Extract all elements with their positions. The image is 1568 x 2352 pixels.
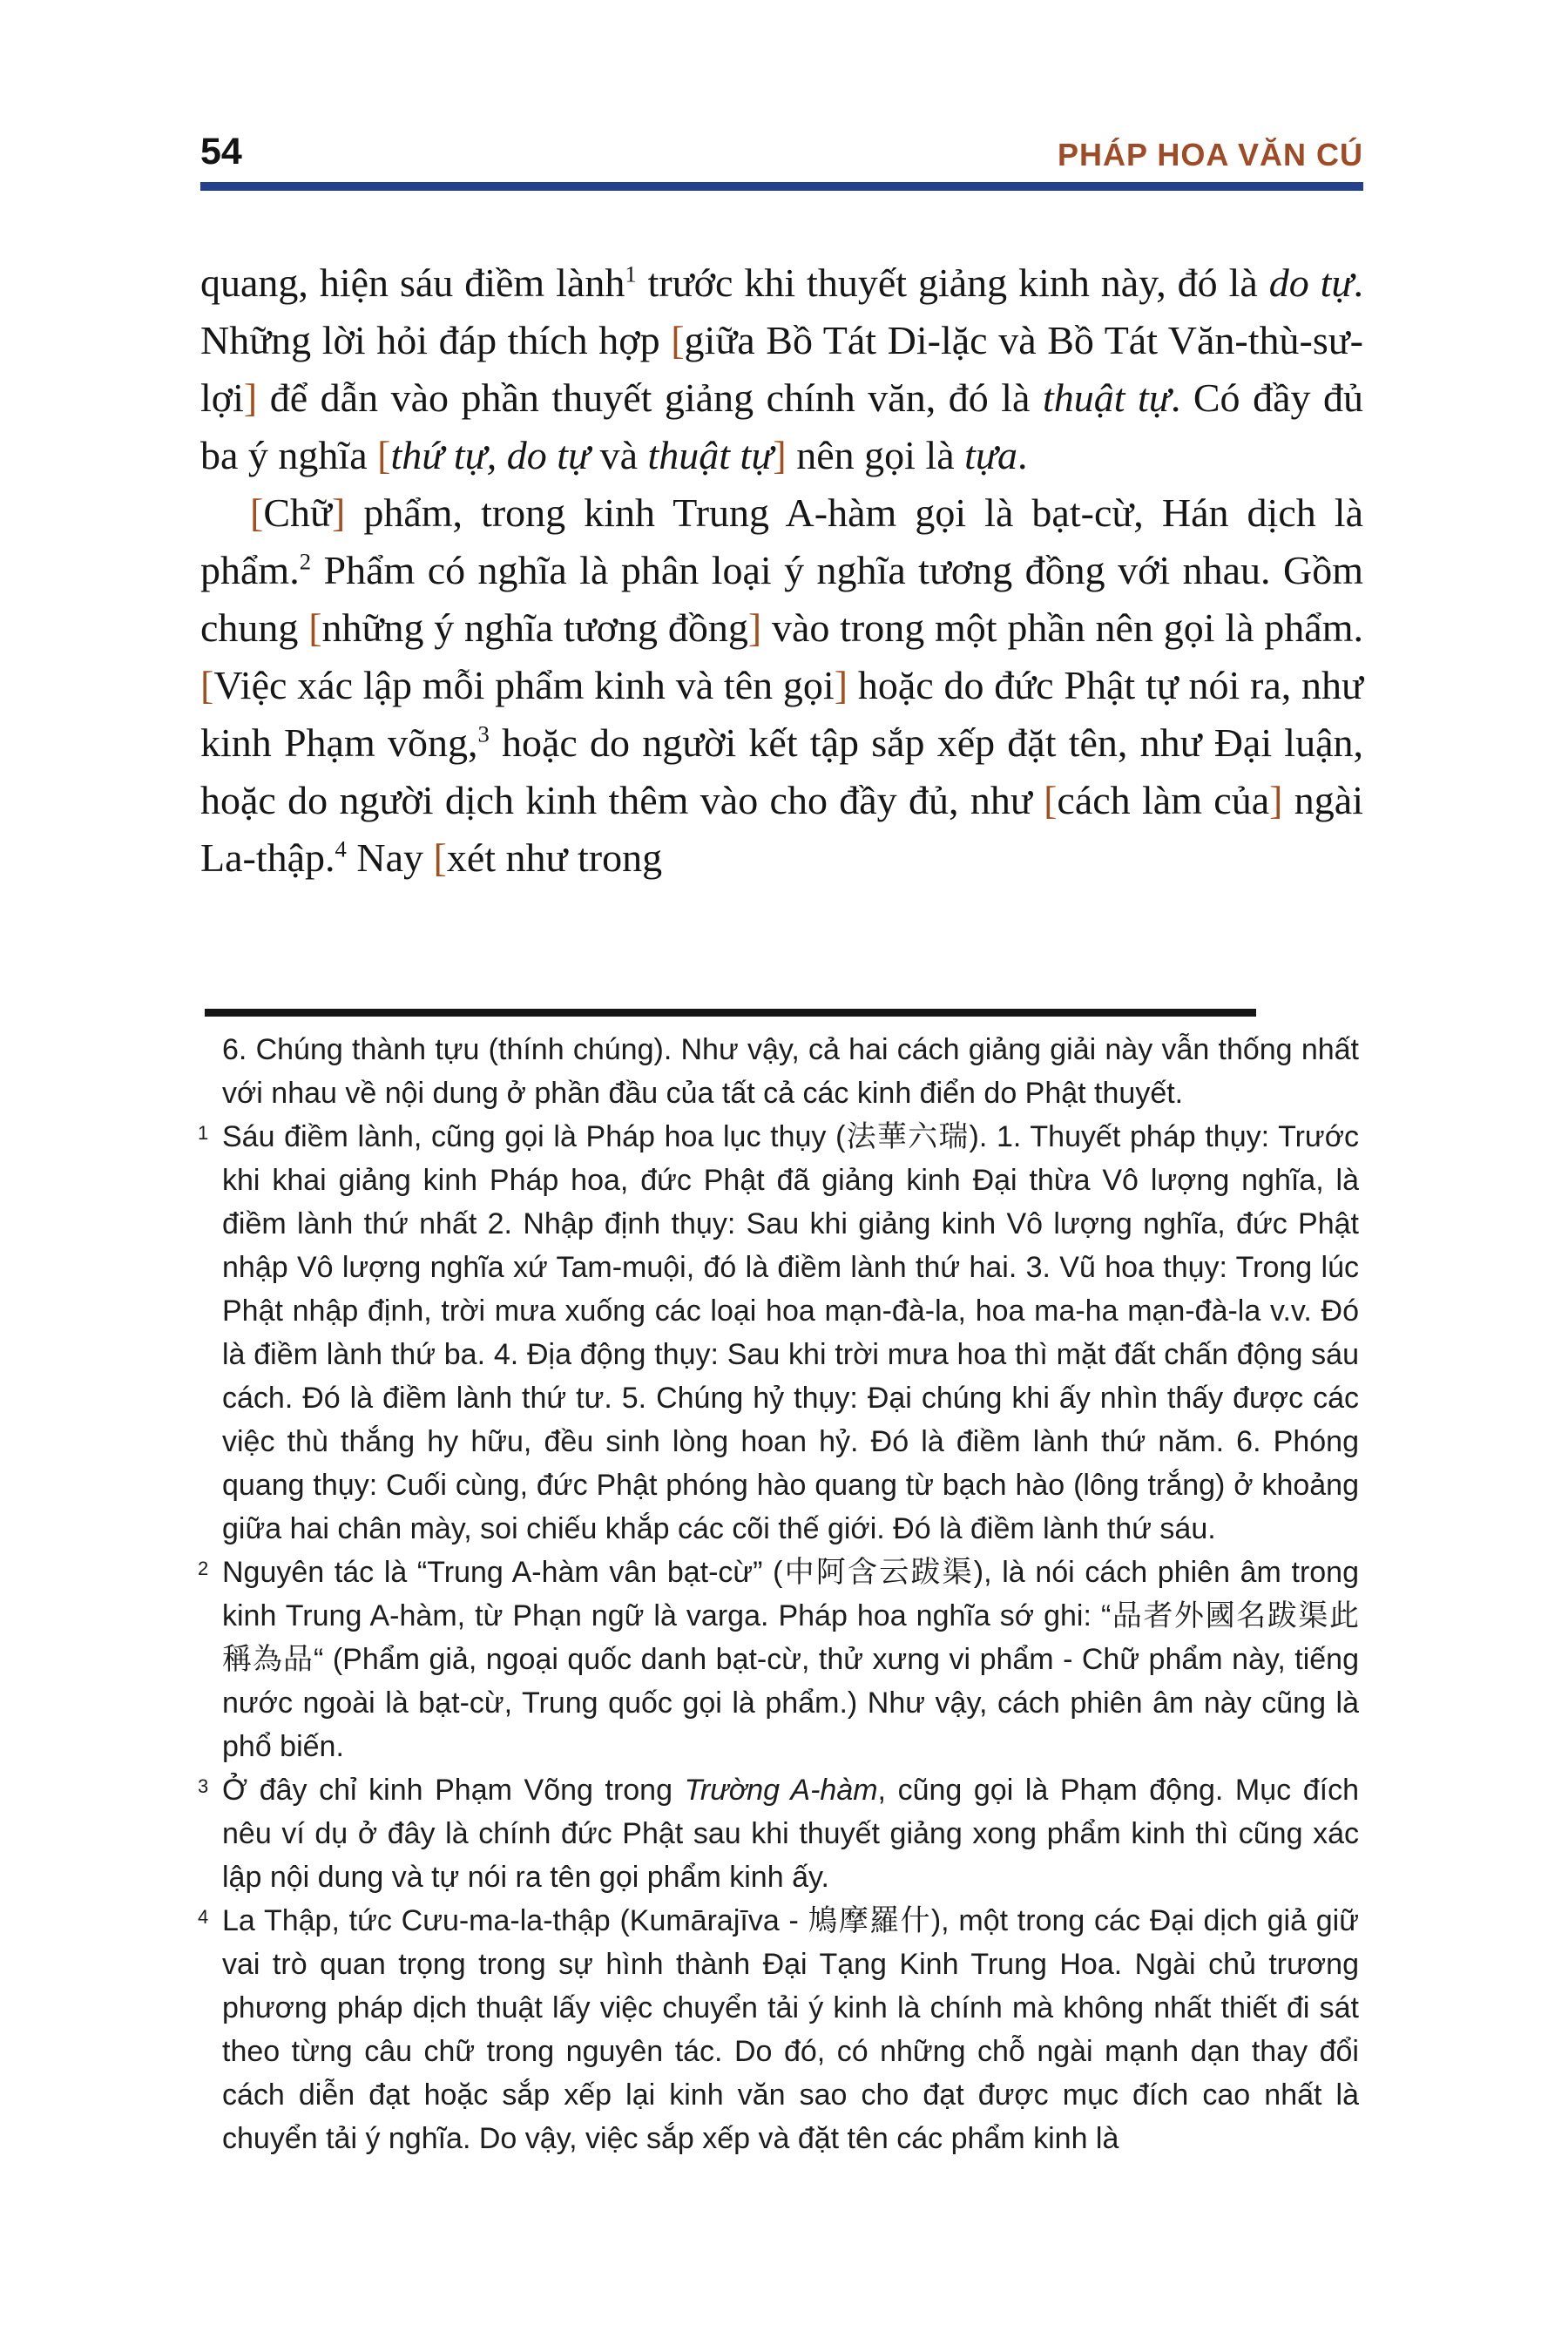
text-run: trước khi thuyết giảng kinh này, đó là [636,260,1269,305]
footnotes [198,1028,1360,2160]
italic-run: tựa [964,433,1018,477]
bracket: [ [433,835,447,880]
text-run: để dẫn vào phần thuyết giảng chính văn, đó là [257,375,1043,420]
footnote-ref: 2 [299,548,312,575]
text-run: vào trong một phần nên gọi là phẩm. [761,605,1363,650]
text-run: ngài La-thập. [200,778,1363,880]
text-run: . Có đầy đủ ba ý nghĩa [200,375,1363,477]
italic-run: Trường A-hàm [684,1774,878,1807]
text-run: . [1017,433,1028,477]
body-text [200,254,1363,887]
header-rule [200,182,1363,191]
text-run: Chữ [263,490,332,535]
bracket: ] [773,433,787,477]
bracket: [ [377,433,391,477]
text-run: Sáu điềm lành, cũng gọi là Pháp hoa lục thụy (法華六瑞). 1. Thuyết pháp thụy: Trước khi khai giảng kinh Pháp hoa, đức Phật đã giảng kinh Đại thừa Vô lượng nghĩa, là điềm lành thứ nhất 2. Nhập định thụy: Sau khi giảng kinh Vô lượng nghĩa, đức Phật nhập Vô lượng nghĩa xứ Tam-muội, đó là điềm lành thứ hai. 3. Vũ hoa thụy: Trong lúc Phật nhập định, trời mưa xuống các loại hoa mạn-đà-la, hoa ma-ha mạn-đà-la v.v. Đó là điềm lành thứ ba. 4. Địa động thụy: Sau khi trời mưa hoa thì mặt đất chấn động sáu cách. Đó là điềm lành thứ tư. 5. Chúng hỷ thụy: Đại chúng khi ấy nhìn thấy được các việc thù thắng hy hữu, đều sinh lòng hoan hỷ. Đó là điềm lành thứ năm. 6. Phóng quang thụy: Cuối cùng, đức Phật phóng hào quang từ bạch hào (lông trắng) ở khoảng giữa hai chân mày, soi chiếu khắp các cõi thế giới. Đó là điềm lành thứ sáu. [222,1120,1359,1545]
text-run: nên gọi là [786,433,965,477]
footnote-ref: 3 [477,720,490,747]
bracket: [ [250,490,264,535]
footnote-separator [205,1009,1256,1017]
italic-run: thứ tự, do tự [390,433,591,477]
bracket: ] [243,375,258,420]
page-number: 54 [200,131,242,172]
text-run: quang, hiện sáu điềm lành [200,260,625,305]
bracket: [ [1044,778,1058,822]
footnote-3 [198,1768,1360,1899]
footnote-1 [198,1115,1359,1551]
text-run: phẩm, trong kinh Trung A-hàm gọi là bạt-cừ, Hán dịch là phẩm. [200,490,1363,592]
bracket: [ [308,605,322,650]
italic-run: thuật tự [647,433,774,477]
text-run: xét như trong [446,835,663,880]
text-run: La Thập, tức Cưu-ma-la-thập (Kumārajīva - 鳩摩羅什), một trong các Đại dịch giả giữ vai trò quan trọng trong sự hình thành Đại Tạng Kinh Trung Hoa. Ngài chủ trương phương pháp dịch thuật lấy việc chuyển tải ý kinh là chính mà không nhất thiết đi sát theo từng câu chữ trong nguyên tác. Do đó, có những chỗ ngài mạnh dạn thay đổi cách diễn đạt hoặc sắp xếp lại kinh văn sao cho đạt được mục đích cao nhất là chuyển tải ý nghĩa. Do vậy, việc sắp xếp và đặt tên các phẩm kinh là [222,1904,1359,2155]
text-run: 6. Chúng thành tựu (thính chúng). Như vậy, cả hai cách giảng giải này vẫn thống nhất với nhau về nội dung ở phần đầu của tất cả các kinh điển do Phật thuyết. [222,1033,1359,1110]
bracket: ] [747,605,762,650]
bracket: ] [834,663,848,707]
text-run: Việc xác lập mỗi phẩm kinh và tên gọi [213,663,835,707]
text-run: và [590,433,648,477]
body-paragraph-1 [200,254,1363,484]
bracket: ] [1269,778,1283,822]
text-run: . Những lời hỏi đáp thích hợp [200,260,1364,362]
footnote-marker: 1 [198,1122,209,1144]
footnote-marker: 4 [198,1906,209,1928]
bracket: [ [671,318,685,362]
footnote-marker: 3 [198,1775,209,1797]
footnote-2 [198,1551,1359,1768]
text-run: , cũng gọi là Phạm động. Mục đích nêu ví dụ ở đây là chính đức Phật sau khi thuyết giảng xong phẩm kinh thì cũng xác lập nội dung và tự nói ra tên gọi phẩm kinh ấy. [222,1774,1360,1894]
italic-run: do tự [1268,260,1354,305]
footnote-4 [198,1899,1359,2160]
footnote-ref: 4 [335,835,347,862]
text-run: giữa Bồ Tát Di-lặc và Bồ Tát Văn-thù-sư-lợi [200,318,1363,420]
text-run: những ý nghĩa tương đồng [321,605,748,650]
bracket: ] [331,490,346,535]
bracket: [ [200,663,214,707]
text-run: cách làm của [1057,778,1270,822]
italic-run: thuật tự [1042,375,1171,420]
footnote-ref: 1 [625,260,637,287]
text-run: Nay [346,835,434,880]
text-run: hoặc do người kết tập sắp xếp đặt tên, như Đại luận, hoặc do người dịch kinh thêm vào cho đầy đủ, như [200,720,1364,822]
page-header [200,131,1363,176]
body-paragraph-2 [200,484,1363,887]
running-title: PHÁP HOA VĂN CÚ [1057,137,1363,172]
text-run: Ở đây chỉ kinh Phạm Võng trong [222,1774,685,1807]
footnote-marker: 2 [198,1558,209,1579]
text-run: hoặc do đức Phật tự nói ra, như kinh Phạm võng, [200,663,1363,765]
footnote-continuation [222,1028,1359,1115]
text-run: Nguyên tác là “Trung A-hàm vân bạt-cừ” (中阿含云跋渠), là nói cách phiên âm trong kinh Trung A-hàm, từ Phạn ngữ là varga. Pháp hoa nghĩa sớ ghi: “品者外國名跋渠此稱為品“ (Phẩm giả, ngoại quốc danh bạt-cừ, thử xưng vi phẩm - Chữ phẩm này, tiếng nước ngoài là bạt-cừ, Trung quốc gọi là phẩm.) Như vậy, cách phiên âm này cũng là phổ biến. [222,1556,1359,1763]
text-run: Phẩm có nghĩa là phân loại ý nghĩa tương đồng với nhau. Gồm chung [200,548,1363,650]
